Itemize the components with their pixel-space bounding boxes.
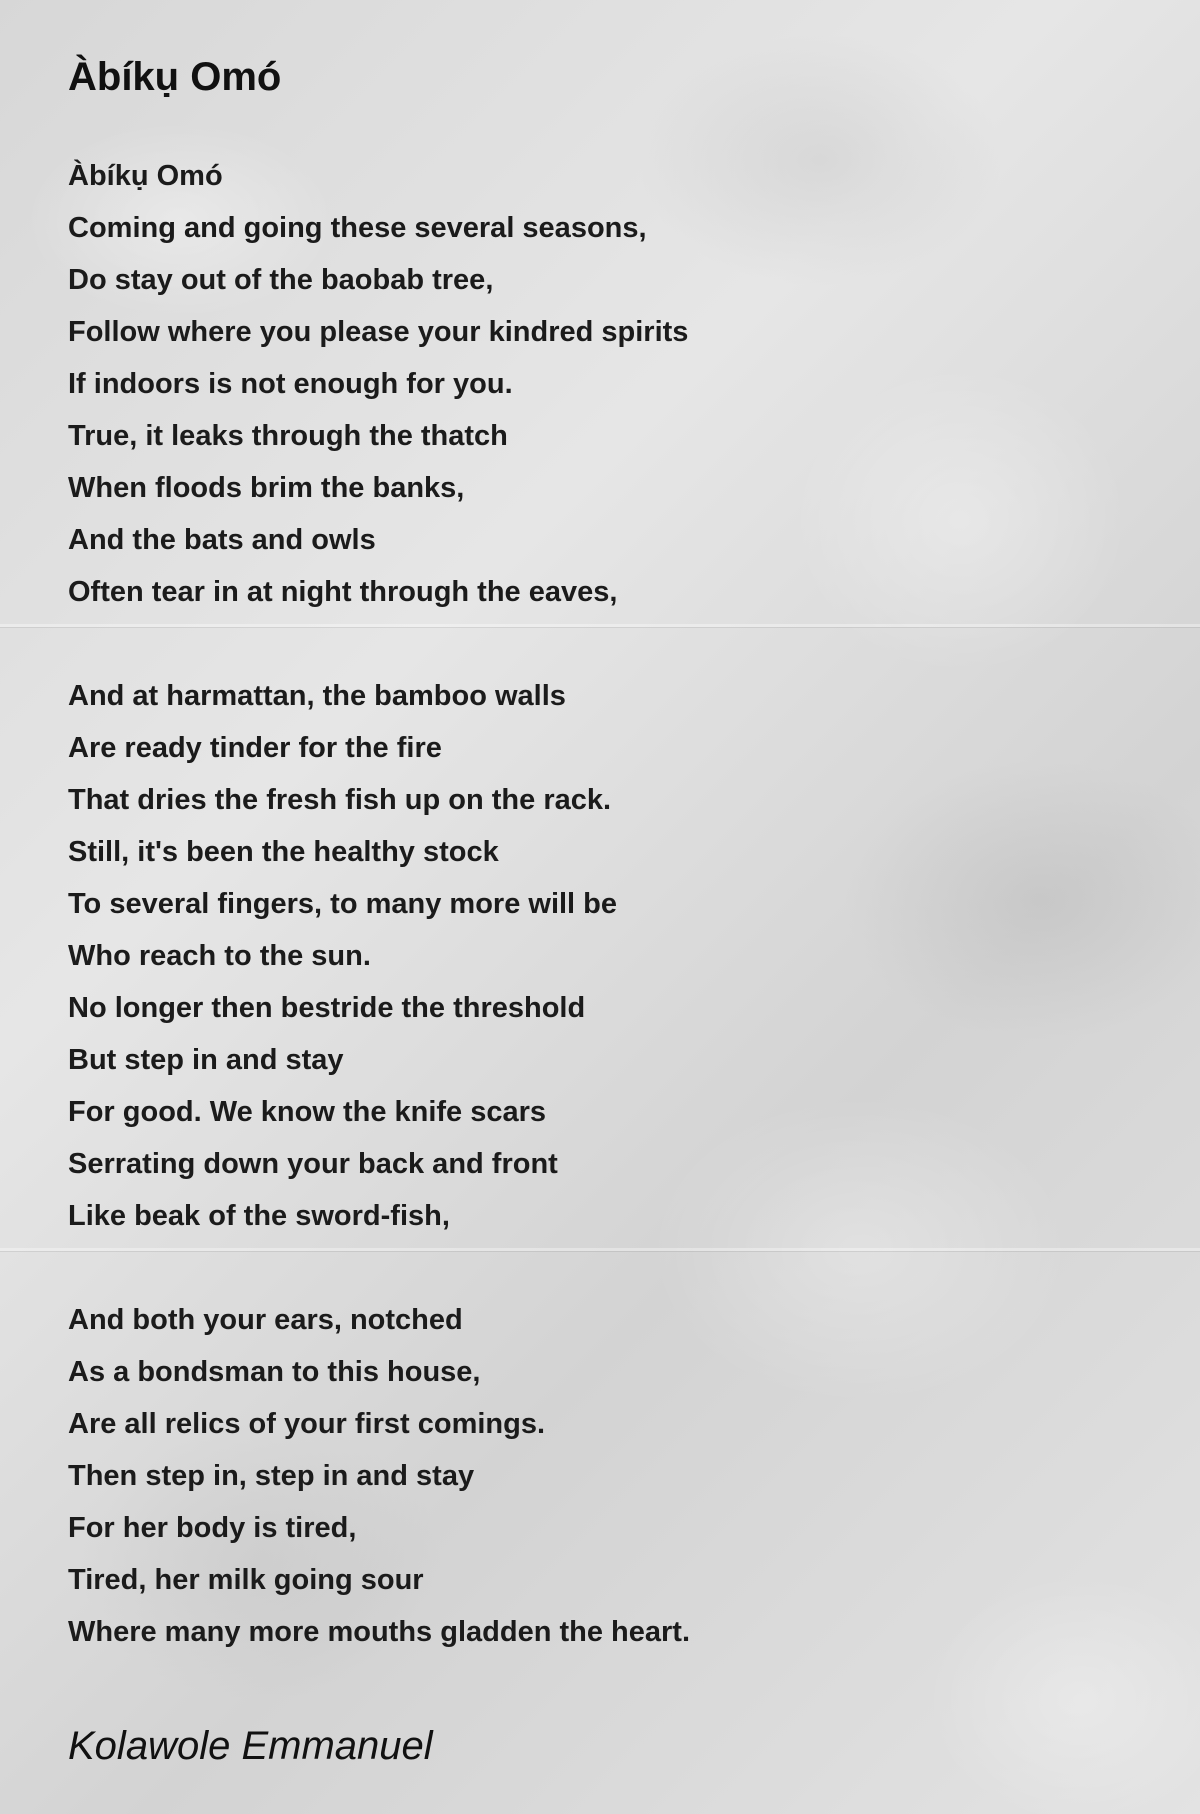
poem-line: And the bats and owls	[68, 524, 376, 556]
stanza-3	[68, 1294, 1128, 1658]
poem-line: Tired, her milk going sour	[68, 1564, 424, 1596]
stanza-1	[68, 150, 1128, 618]
poem-line: Serrating down your back and front	[68, 1148, 558, 1180]
poem-line: Often tear in at night through the eaves,	[68, 576, 618, 608]
poem-line: When floods brim the banks,	[68, 472, 465, 504]
poem-line: True, it leaks through the thatch	[68, 420, 508, 452]
poem-line: Are all relics of your first comings.	[68, 1408, 546, 1440]
poem-title: Àbíkụ Omó	[68, 55, 282, 99]
poem-line: Do stay out of the baobab tree,	[68, 264, 494, 296]
poem-line: And at harmattan, the bamboo walls	[68, 680, 566, 712]
stanza-2	[68, 670, 1128, 1242]
poem-author: Kolawole Emmanuel	[68, 1724, 433, 1768]
poem-line: And both your ears, notched	[68, 1304, 463, 1336]
poem-line: Àbíkụ Omó	[68, 160, 223, 192]
poem-line: Who reach to the sun.	[68, 940, 371, 972]
poem-line: That dries the fresh fish up on the rack.	[68, 784, 612, 816]
poem-line: Still, it's been the healthy stock	[68, 836, 499, 868]
poem-line: Where many more mouths gladden the heart.	[68, 1616, 690, 1648]
poem-line: To several fingers, to many more will be	[68, 888, 618, 920]
poem-line: Then step in, step in and stay	[68, 1460, 475, 1492]
poem-line: Like beak of the sword-fish,	[68, 1200, 450, 1232]
poem-card	[68, 44, 1128, 1774]
poem-line: Coming and going these several seasons,	[68, 212, 647, 244]
poem-line: As a bondsman to this house,	[68, 1356, 481, 1388]
poem-line: Are ready tinder for the fire	[68, 732, 442, 764]
poem-line: For her body is tired,	[68, 1512, 357, 1544]
poem-line: For good. We know the knife scars	[68, 1096, 547, 1128]
poem-line: No longer then bestride the threshold	[68, 992, 586, 1024]
poem-line: If indoors is not enough for you.	[68, 368, 513, 400]
poem-line: But step in and stay	[68, 1044, 344, 1076]
poem-line: Follow where you please your kindred spirits	[68, 316, 689, 348]
